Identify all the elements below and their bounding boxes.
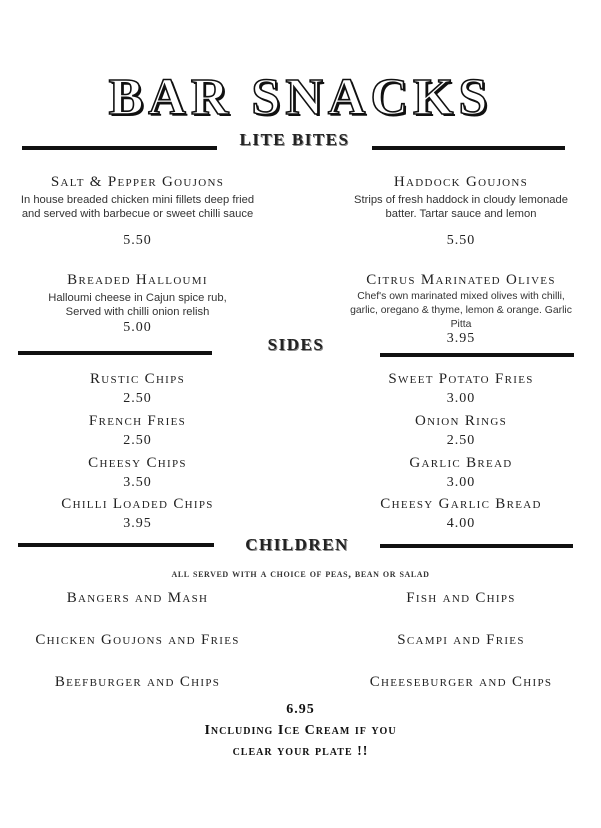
divider-line [18,543,214,547]
item-price: 2.50 [123,391,152,406]
menu-item [322,371,600,407]
divider-line [380,544,573,548]
item-price: 5.50 [123,233,152,248]
item-name: Breaded Halloumi [67,272,208,288]
menu-title: BAR SNACKS [108,69,493,126]
children-note: all served with a choice of peas, bean or salad [171,568,430,580]
section-heading-children: CHILDREN [245,535,349,554]
menu-item [322,174,600,249]
item-price: 3.00 [446,475,476,490]
menu-item [0,371,275,407]
children-item: Bangers and Mash [66,590,209,606]
item-price: 3.50 [123,475,152,490]
item-description: Halloumi cheese in Cajun spice rub, Served with chilli onion relish [48,292,227,318]
children-item: Cheeseburger and Chips [369,674,553,690]
divider-line [372,146,565,150]
item-description: In house breaded chicken mini fillets deep fried and served with barbecue or sweet chilli sauce [20,194,255,220]
section-heading-sides: SIDES [267,335,325,354]
item-price: 3.95 [123,516,152,531]
children-item: Beefburger and Chips [54,674,221,690]
divider-line [22,146,217,150]
menu-item [0,272,275,336]
menu-item [0,496,275,532]
item-name: French Fries [88,413,187,429]
menu-item [322,496,600,532]
divider-line [18,351,212,355]
item-name: Salt & Pepper Goujons [50,174,225,190]
menu-item [0,174,275,249]
item-price: 5.50 [446,233,476,248]
item-description: Chef's own marinated mixed olives with chilli, garlic, oregano & thyme, lemon & orange. Garlic Pitta [350,291,572,330]
children-item: Fish and Chips [406,590,516,606]
item-name: Onion Rings [414,413,508,429]
children-footer-line-1: Including Ice Cream if you [204,723,397,738]
item-name: Citrus Marinated Olives [366,272,556,288]
item-price: 2.50 [446,433,476,448]
divider-line [380,353,574,357]
children-item: Scampi and Fries [397,632,525,648]
item-name: Rustic Chips [90,371,185,387]
item-name: Cheesy Garlic Bread [380,496,542,512]
item-name: Garlic Bread [409,455,513,471]
item-name: Haddock Goujons [393,174,529,190]
item-name: Chilli Loaded Chips [61,496,214,512]
item-description: Strips of fresh haddock in cloudy lemonade batter. Tartar sauce and lemon [354,194,568,220]
item-price: 3.95 [446,331,476,346]
item-price: 3.00 [446,391,476,406]
menu-item [0,455,275,491]
menu-item [322,455,600,491]
item-name: Sweet Potato Fries [388,371,534,387]
item-price: 4.00 [446,516,476,531]
children-item: Chicken Goujons and Fries [35,632,240,648]
menu-item [0,413,275,449]
item-price: 2.50 [123,433,152,448]
menu-item [322,413,600,449]
section-heading-lite-bites: LITE BITES [239,130,350,149]
children-footer-line-2: clear your plate !! [232,744,369,759]
children-price: 6.95 [286,702,315,717]
item-name: Cheesy Chips [88,455,187,471]
item-price: 5.00 [123,320,152,335]
